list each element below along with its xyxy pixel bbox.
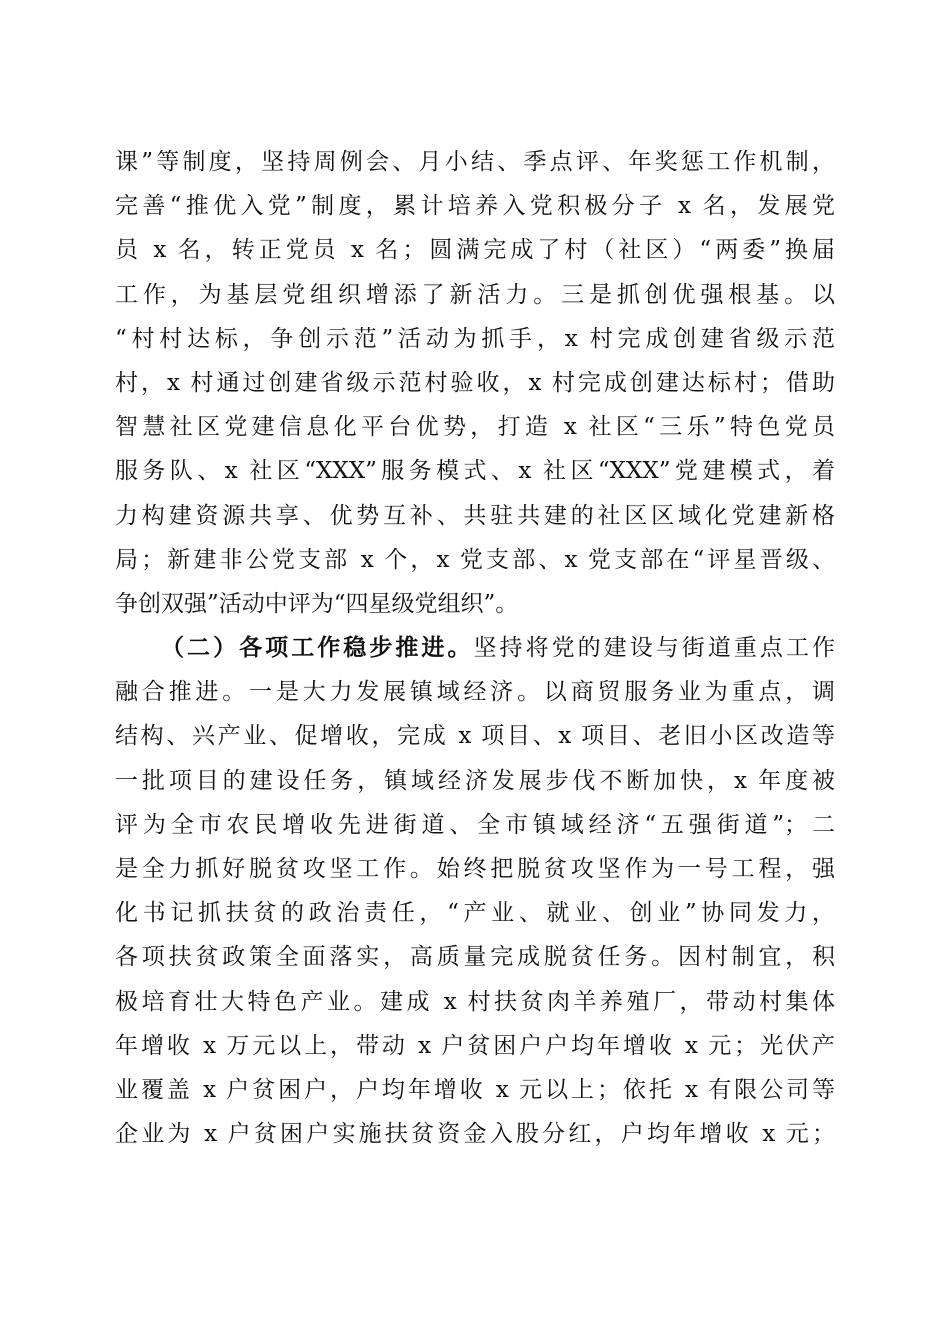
text-line: 年增收 x 万元以上，带动 x 户贫困户户均年增收 x 元；光伏产: [115, 1032, 835, 1059]
text-line: 各项扶贫政策全面落实，高质量完成脱贫任务。因村制宜，积: [115, 944, 835, 971]
text-line: 智慧社区党建信息化平台优势，打造 x 社区“三乐”特色党员: [115, 414, 835, 441]
body-text: [115, 140, 835, 1156]
text-line: 极培育壮大特色产业。建成 x 村扶贫肉羊养殖厂，带动村集体: [115, 988, 835, 1015]
text-line: 员 x 名，转正党员 x 名；圆满完成了村（社区）“两委”换届: [115, 237, 835, 264]
text-line: 服务队、x 社区“XXX”服务模式、x 社区“XXX”党建模式，着: [115, 458, 835, 485]
text-line: 企业为 x 户贫困户实施扶贫资金入股分红，户均年增收 x 元；: [115, 1121, 835, 1148]
text-line: 融合推进。一是大力发展镇域经济。以商贸服务业为重点，调: [115, 679, 835, 706]
section-heading: （二）各项工作稳步推进。: [161, 634, 474, 662]
text-line: 结构、兴产业、促增收，完成 x 项目、x 项目、老旧小区改造等: [115, 723, 835, 750]
text-line: 完善“推优入党”制度，累计培养入党积极分子 x 名，发展党: [115, 193, 835, 220]
paragraph-2-first-line: [115, 626, 835, 670]
text-line: 一批项目的建设任务，镇域经济发展步伐不断加快，x 年度被: [115, 767, 835, 794]
text-line: 化书记抓扶贫的政治责任，“产业、就业、创业”协同发力，: [115, 900, 835, 927]
text-line: 课”等制度，坚持周例会、月小结、季点评、年奖惩工作机制，: [115, 149, 835, 175]
text-line: 业覆盖 x 户贫困户，户均年增收 x 元以上；依托 x 有限公司等: [115, 1076, 835, 1103]
text-run: 坚持将党的建设与街道重点工作: [473, 635, 836, 662]
paragraph-1: [115, 140, 835, 626]
text-line: 力构建资源共享、优势互补、共驻共建的社区区域化党建新格: [115, 502, 835, 529]
text-line: “村村达标，争创示范”活动为抓手，x 村完成创建省级示范: [115, 325, 835, 352]
paragraph-2: [115, 626, 835, 1156]
text-line: 村，x 村通过创建省级示范村验收，x 村完成创建达标村；借助: [115, 369, 835, 396]
text-line: 工作，为基层党组织增添了新活力。三是抓创优强根基。以: [115, 281, 835, 308]
text-line: 争创双强”活动中评为“四星级党组织”。: [115, 590, 519, 617]
text-line: 是全力抓好脱贫攻坚工作。始终把脱贫攻坚作为一号工程，强: [115, 856, 835, 882]
text-line: 局；新建非公党支部 x 个，x 党支部、x 党支部在“评星晋级、: [115, 546, 835, 573]
text-line: 评为全市农民增收先进街道、全市镇域经济“五强街道”；二: [115, 811, 835, 838]
